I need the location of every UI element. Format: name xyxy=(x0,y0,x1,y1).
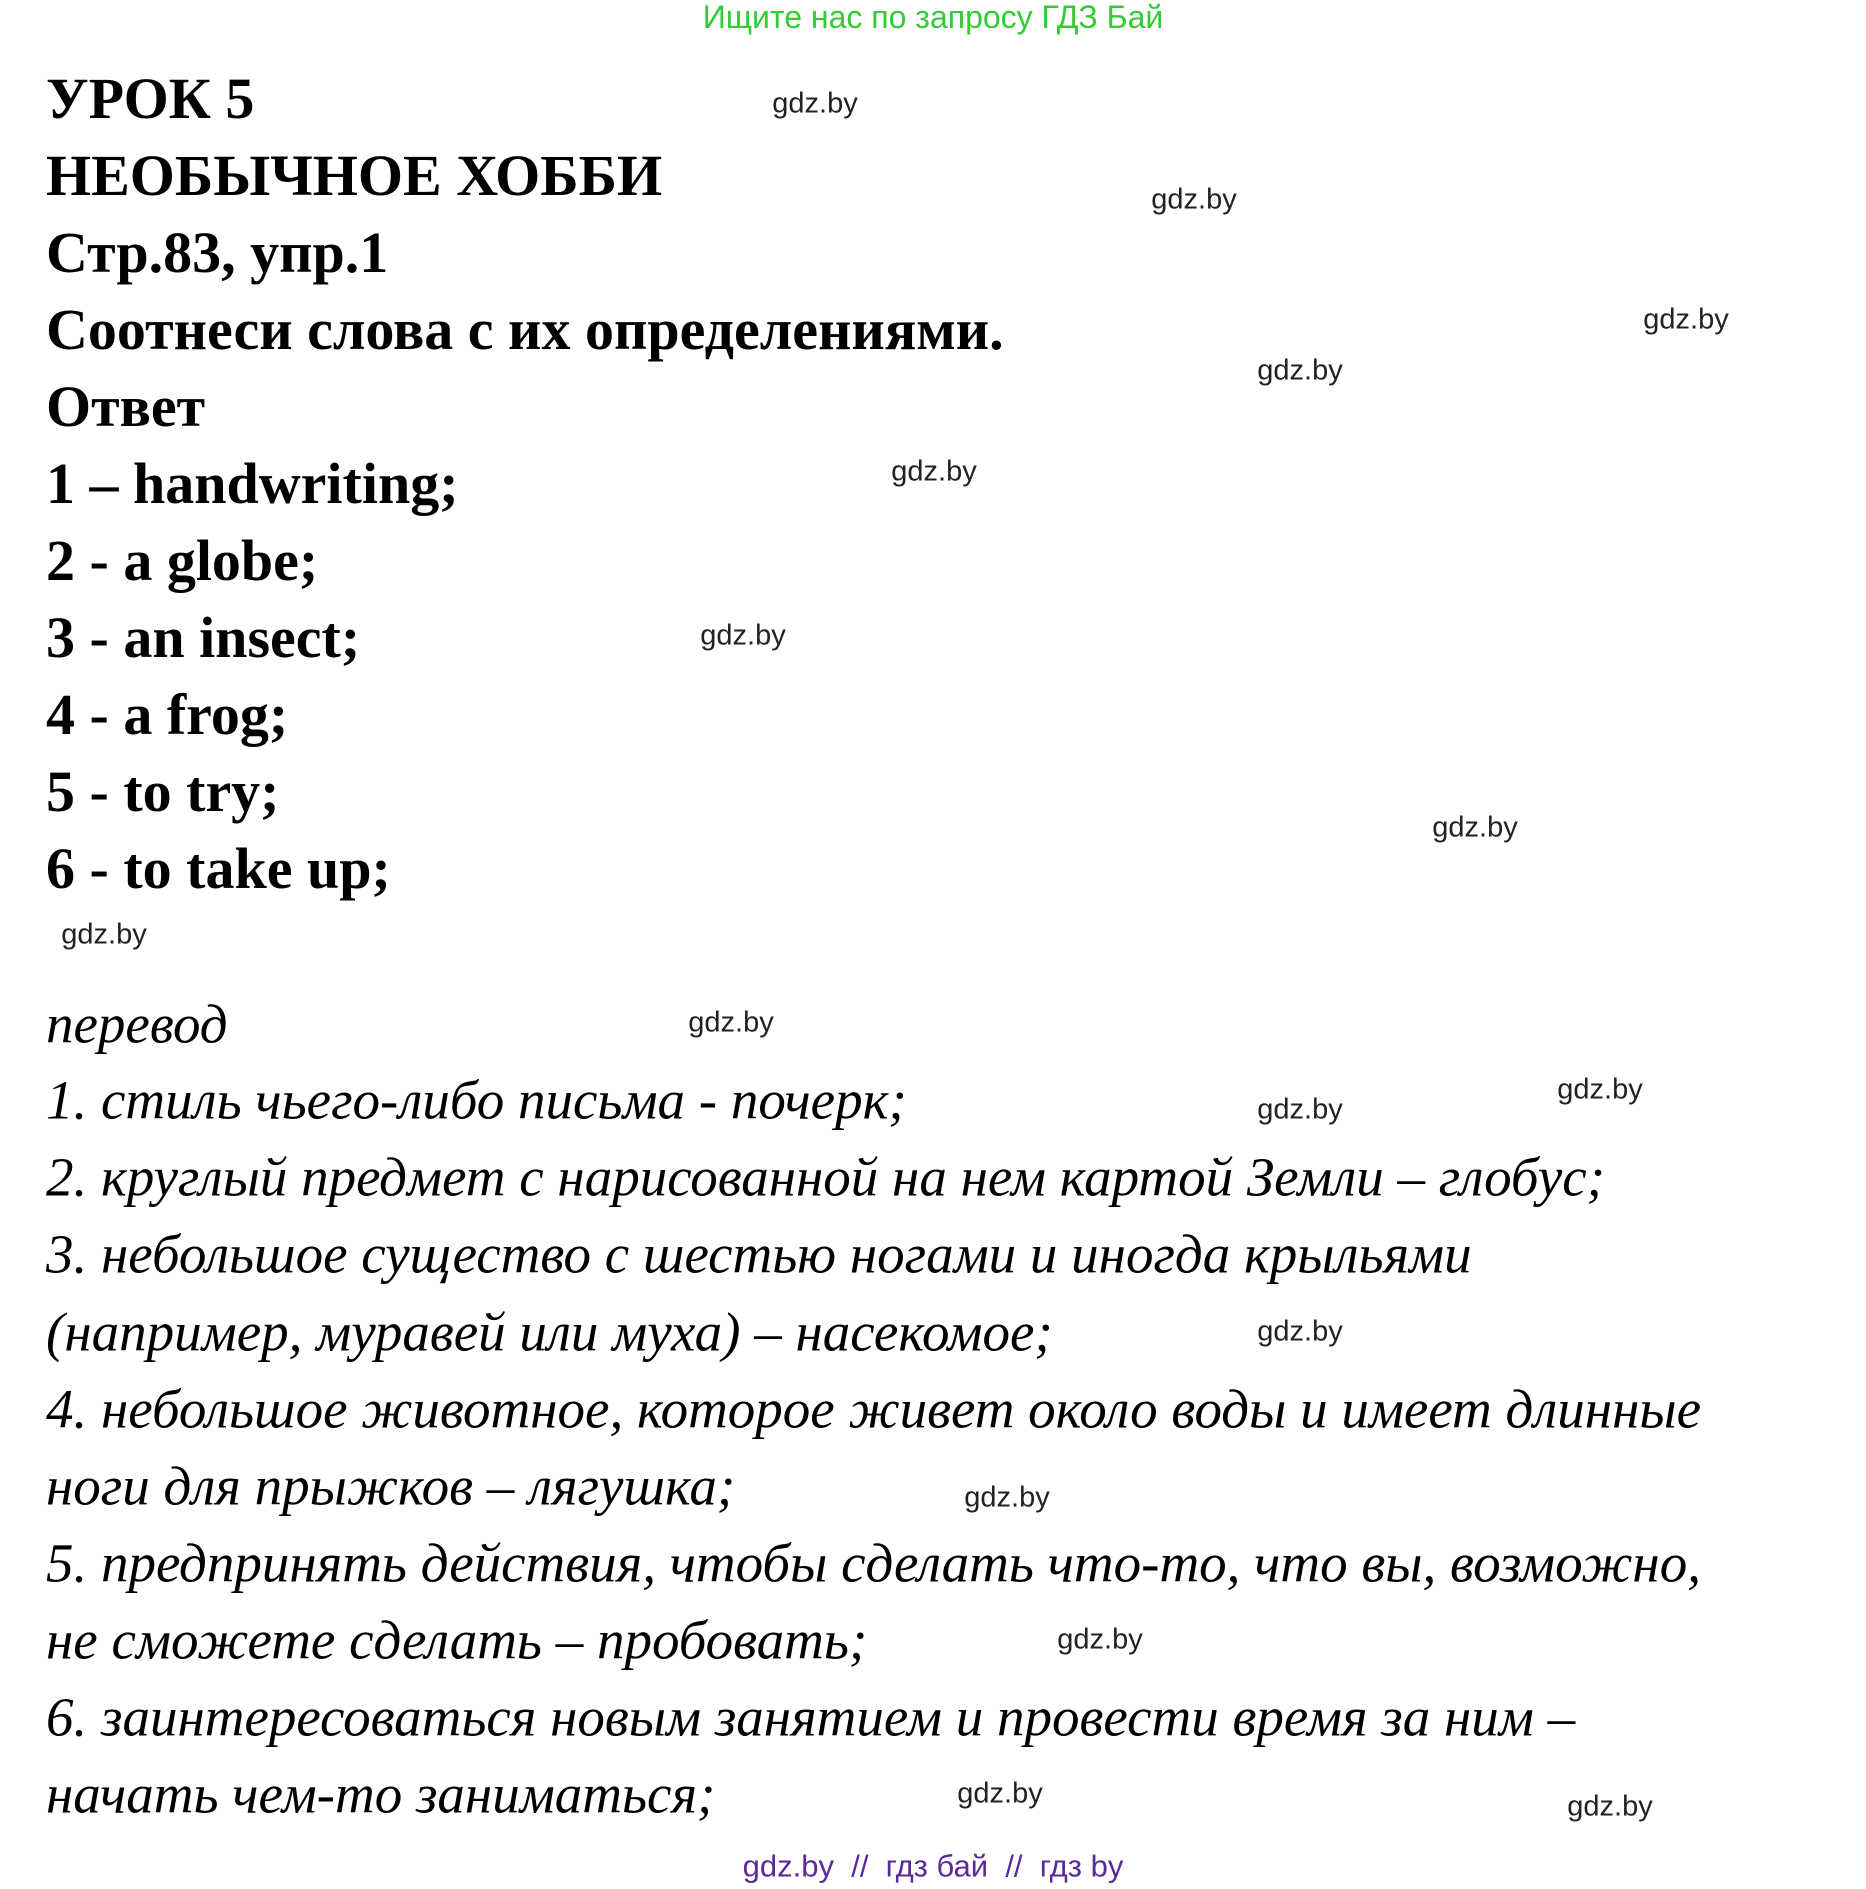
watermark: gdz.by xyxy=(957,1777,1043,1810)
translation-line: 3. небольшое существо с шестью ногами и иногда крыльями xyxy=(46,1223,1472,1285)
watermark: gdz.by xyxy=(1257,1315,1343,1348)
watermark: gdz.by xyxy=(61,918,147,951)
answer-item: 1 – handwriting; xyxy=(46,451,459,516)
watermark: gdz.by xyxy=(688,1006,774,1039)
watermark: gdz.by xyxy=(772,87,858,120)
watermark: gdz.by xyxy=(891,455,977,488)
translation-line: 2. круглый предмет с нарисованной на нем картой Земли – глобус; xyxy=(46,1146,1605,1208)
watermark: gdz.by xyxy=(700,619,786,652)
watermark: gdz.by xyxy=(1567,1790,1653,1823)
answer-item: 6 - to take up; xyxy=(46,836,391,901)
watermark: gdz.by xyxy=(1643,303,1729,336)
lesson-title: УРОК 5 xyxy=(46,66,255,131)
watermark: gdz.by xyxy=(964,1481,1050,1514)
answer-label: Ответ xyxy=(46,374,206,439)
answer-item: 3 - an insect; xyxy=(46,605,361,670)
translation-line: ноги для прыжков – лягушка; xyxy=(46,1455,736,1517)
translation-line: 4. небольшое животное, которое живет около воды и имеет длинные xyxy=(46,1378,1702,1440)
translation-line: (например, муравей или муха) – насекомое; xyxy=(46,1301,1053,1363)
exercise-ref: Стр.83, упр.1 xyxy=(46,220,389,285)
search-banner: Ищите нас по запросу ГДЗ Бай xyxy=(702,0,1164,35)
translation-line: начать чем-то заниматься; xyxy=(46,1763,716,1825)
answer-item: 4 - a frog; xyxy=(46,682,289,747)
translation-line: не сможете сделать – пробовать; xyxy=(46,1609,868,1671)
translation-line: 1. стиль чьего-либо письма - почерк; xyxy=(46,1069,907,1131)
watermark: gdz.by xyxy=(1557,1073,1643,1106)
footer-links[interactable]: gdz.by // гдз бай // гдз by xyxy=(742,1848,1124,1884)
translation-line: 5. предпринять действия, чтобы сделать что-то, что вы, возможно, xyxy=(46,1532,1701,1594)
translation-label: перевод xyxy=(46,993,228,1055)
task-text: Соотнеси слова с их определениями. xyxy=(46,297,1004,362)
watermark: gdz.by xyxy=(1257,354,1343,387)
answer-item: 2 - a globe; xyxy=(46,528,319,593)
watermark: gdz.by xyxy=(1257,1093,1343,1126)
watermark: gdz.by xyxy=(1151,183,1237,216)
topic-title: НЕОБЫЧНОЕ ХОББИ xyxy=(46,143,663,208)
watermark: gdz.by xyxy=(1432,811,1518,844)
answer-item: 5 - to try; xyxy=(46,759,280,824)
translation-line: 6. заинтересоваться новым занятием и провести время за ним – xyxy=(46,1686,1576,1748)
watermark: gdz.by xyxy=(1057,1623,1143,1656)
